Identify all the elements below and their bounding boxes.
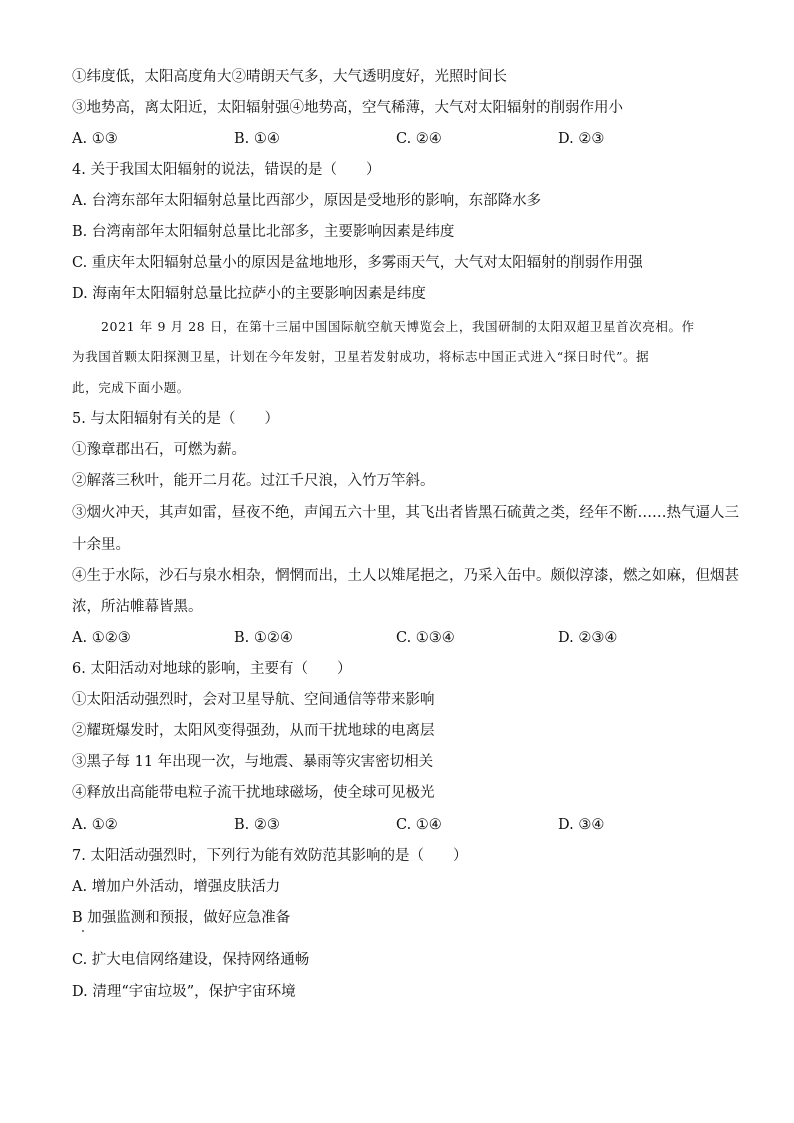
q6-option-d[interactable]: D. ③④ — [558, 817, 605, 833]
q5-option-d[interactable]: D. ②③④ — [558, 630, 618, 646]
q3-options — [72, 129, 732, 149]
q6-option-c[interactable]: C. ①④ — [396, 817, 442, 833]
q4-option-d[interactable]: D. 海南年太阳辐射总量比拉萨小的主要影响因素是纬度 — [72, 286, 426, 302]
q3-option-a[interactable]: A. ①③ — [72, 131, 118, 147]
q4-option-a[interactable]: A. 台湾东部年太阳辐射总量比西部少，原因是受地形的影响，东部降水多 — [72, 193, 542, 209]
q6-options — [72, 815, 732, 835]
q7-option-d[interactable]: D. 清理“宇宙垃圾”，保护宇宙环境 — [72, 984, 296, 1000]
q5-item-4: ④生于水际，沙石与泉水相杂，惘惘而出，土人以雉尾挹之，乃采入缶中。颇似淳漆，燃之如麻，但烟甚 — [72, 568, 739, 584]
q3-option-b[interactable]: B. ①④ — [234, 131, 280, 147]
passage-line-3: 此，完成下面小题。 — [72, 380, 190, 395]
q5-item-3: ③烟火冲天，其声如雷，昼夜不绝，声闻五六十里，其飞出者皆黑石硫黄之类，经年不断……热气逼人三 — [72, 505, 739, 521]
q4-stem: 4. 关于我国太阳辐射的说法，错误的是（ ） — [72, 162, 381, 178]
q5-option-b[interactable]: B. ①②④ — [234, 630, 293, 646]
q5-item-3-cont: 十余里。 — [72, 537, 130, 553]
q3-statement-line-2: ③地势高，离太阳近，太阳辐射强④地势高，空气稀薄，大气对太阳辐射的削弱作用小 — [72, 100, 623, 116]
q7-option-c[interactable]: C. 扩大电信网络建设，保持网络通畅 — [72, 952, 310, 968]
q4-option-c[interactable]: C. 重庆年太阳辐射总量小的原因是盆地地形，多雾雨天气，大气对太阳辐射的削弱作用强 — [72, 255, 643, 271]
q3-option-d[interactable]: D. ②③ — [558, 131, 605, 147]
q6-option-b[interactable]: B. ②③ — [234, 817, 280, 833]
q5-stem: 5. 与太阳辐射有关的是（ ） — [72, 411, 279, 427]
q3-statement-line-1: ①纬度低，太阳高度角大②晴朗天气多，大气透明度好，光照时间长 — [72, 69, 507, 85]
q5-item-2: ②解落三秋叶，能开二月花。过江千尺浪，入竹万竿斜。 — [72, 473, 435, 489]
q6-stem: 6. 太阳活动对地球的影响，主要有（ ） — [72, 661, 352, 677]
q6-item-4: ④释放出高能带电粒子流干扰地球磁场，使全球可见极光 — [72, 785, 435, 801]
q5-item-4-cont: 浓，所沾帷幕皆黑。 — [72, 599, 203, 615]
q6-item-2: ②耀斑爆发时，太阳风变得强劲，从而干扰地球的电离层 — [72, 723, 435, 739]
passage-line-1: 2021 年 9 月 28 日，在第十三届中国国际航空航天博览会上，我国研制的太阳双超卫星首次亮相。作 — [101, 319, 695, 334]
q5-option-c[interactable]: C. ①③④ — [396, 630, 455, 646]
q5-option-a[interactable]: A. ①②③ — [72, 630, 131, 646]
stray-dot-mark — [82, 930, 84, 932]
q7-option-a[interactable]: A. 增加户外活动，增强皮肤活力 — [72, 879, 281, 895]
q7-stem: 7. 太阳活动强烈时，下列行为能有效防范其影响的是（ ） — [72, 848, 468, 864]
q4-option-b[interactable]: B. 台湾南部年太阳辐射总量比北部多，主要影响因素是纬度 — [72, 224, 455, 240]
passage-line-2: 为我国首颗太阳探测卫星，计划在今年发射，卫星若发射成功，将标志中国正式进入“探日时代”。据 — [72, 349, 650, 364]
q5-item-1: ①豫章郡出石，可燃为薪。 — [72, 442, 246, 458]
q6-item-3: ③黑子每 11 年出现一次，与地震、暴雨等灾害密切相关 — [72, 754, 434, 770]
q6-item-1: ①太阳活动强烈时，会对卫星导航、空间通信等带来影响 — [72, 692, 435, 708]
q5-options — [72, 628, 732, 648]
q3-option-c[interactable]: C. ②④ — [396, 131, 442, 147]
q7-option-b[interactable]: B 加强监测和预报，做好应急准备 — [72, 910, 291, 926]
q6-option-a[interactable]: A. ①② — [72, 817, 118, 833]
